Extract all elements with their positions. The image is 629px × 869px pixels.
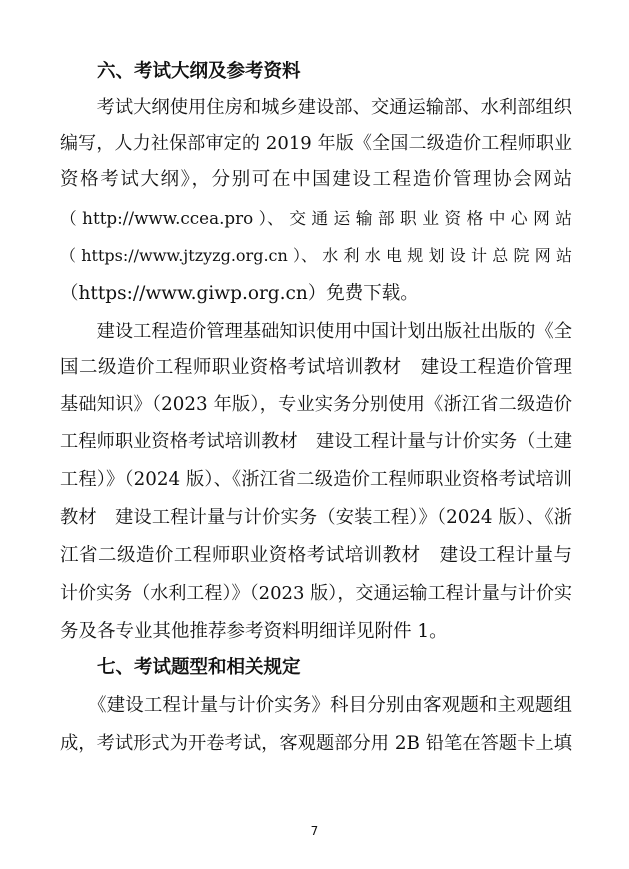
section-7-p1-line-2: 成，考试形式为开卷考试，客观题部分用 2B 铅笔在答题卡上填 [60, 733, 572, 754]
section-6-p1-line-5: （ https://www.jtzyzg.org.cn ）、 水 利 水 电 规 划 设 计 总 院 网 站 [60, 246, 572, 265]
page-number: 7 [310, 824, 319, 838]
section-6-p2-line-3: 基础知识》（2023 年版），专业实务分别使用《浙江省二级造价 [60, 394, 572, 415]
section-7-heading: 七、考试题型和相关规定 [97, 657, 301, 678]
section-7-p1-line-1: 《建设工程计量与计价实务》科目分别由客观题和主观题组 [60, 695, 572, 716]
section-6-p2-line-9: 务及各专业其他推荐参考资料明细详见附件 1。 [60, 621, 448, 642]
section-6-p2-line-7: 江省二级造价工程师职业资格考试培训教材 建设工程计量与 [60, 545, 572, 566]
section-6-p2-line-5: 工程）》（2024 版）、《浙江省二级造价工程师职业资格考试培训 [60, 469, 572, 490]
section-6-p2-line-4: 工程师职业资格考试培训教材 建设工程计量与计价实务（土建 [60, 431, 572, 452]
section-6-p2-line-6: 教材 建设工程计量与计价实务（安装工程）》（2024 版）、《浙 [60, 507, 572, 528]
section-6-p2-line-1: 建设工程造价管理基础知识使用中国计划出版社出版的《全 [60, 321, 572, 342]
section-6-heading: 六、考试大纲及参考资料 [97, 61, 301, 82]
section-6-p1-line-3: 资格考试大纲》，分别可在中国建设工程造价管理协会网站 [60, 169, 572, 190]
section-6-p2-line-2: 国二级造价工程师职业资格考试培训教材 建设工程造价管理 [60, 357, 572, 378]
section-6-p1-line-4: （ http://www.ccea.pro ）、 交 通 运 输 部 职 业 资 格 中 心 网 站 [60, 208, 572, 228]
section-6-p1-line-2: 编写，人力社保部审定的 2019 年版《全国二级造价工程师职业 [60, 133, 572, 154]
section-6-p1-line-6: （https://www.giwp.org.cn）免费下载。 [60, 283, 419, 304]
section-6-p2-line-8: 计价实务（水利工程）》（2023 版），交通运输工程计量与计价实 [60, 583, 572, 604]
section-6-p1-line-1: 考试大纲使用住房和城乡建设部、交通运输部、水利部组织 [60, 97, 572, 118]
